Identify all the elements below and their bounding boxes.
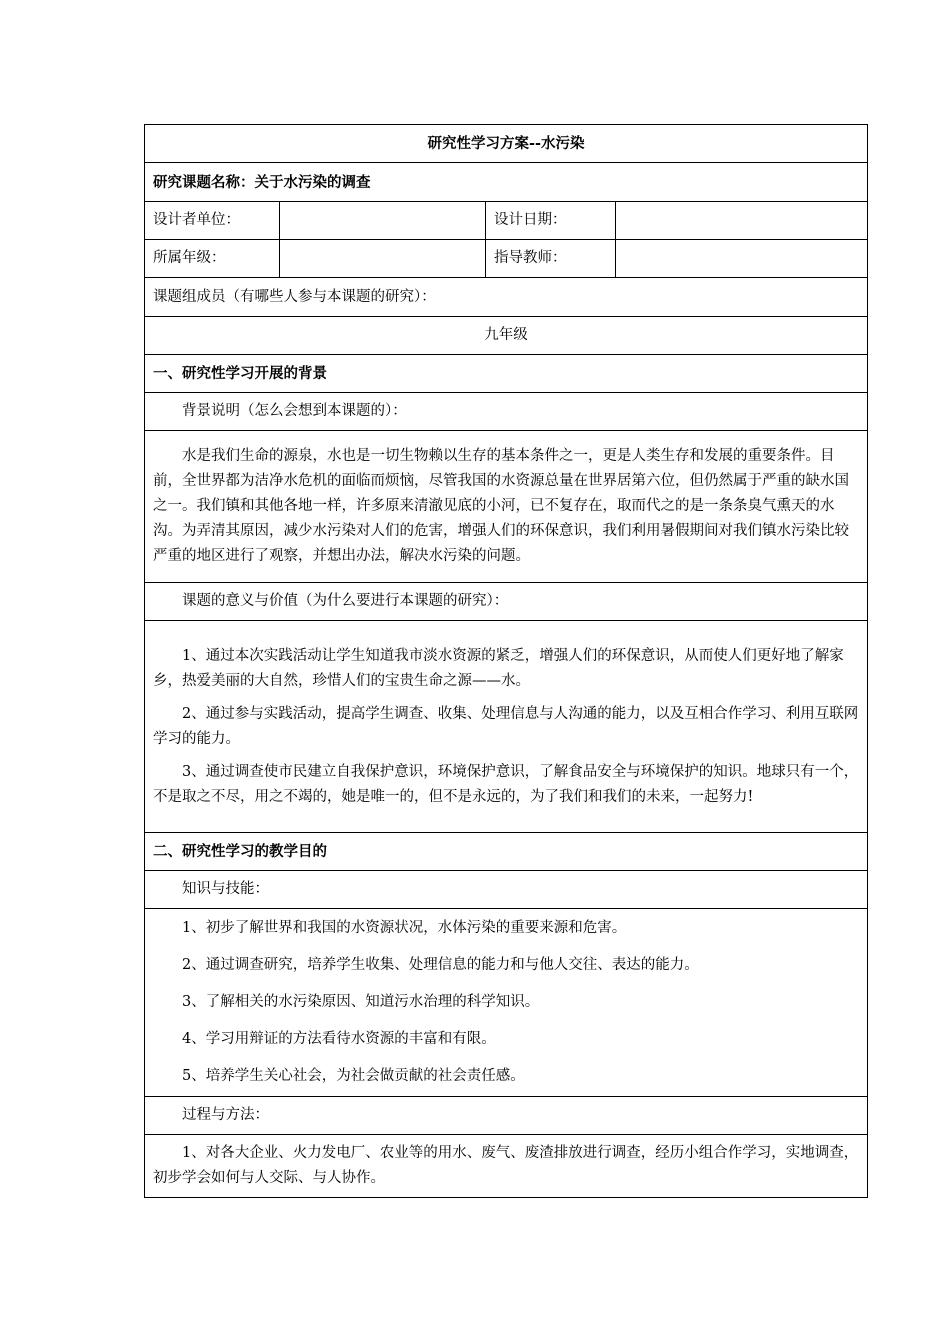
teacher-value [616, 240, 868, 278]
meaning-item: 2、通过参与实践活动，提高学生调查、收集、处理信息与人沟通的能力，以及互相合作学习、利用互联网学习的能力。 [153, 705, 859, 747]
section2-heading: 二、研究性学习的教学目的 [145, 833, 868, 871]
background-text-cell [145, 431, 868, 583]
meaning-item: 3、通过调查使市民建立自我保护意识，环境保护意识，了解食品安全与环境保护的知识。地球只有一个，不是取之不尽，用之不竭的，她是唯一的，但不是永远的，为了我们和我们的未来，一起努力! [153, 763, 859, 805]
grade-label: 所属年级： [145, 240, 280, 278]
knowledge-item: 1、初步了解世界和我国的水资源状况，水体污染的重要来源和危害。 [182, 920, 627, 936]
background-label: 背景说明（怎么会想到本课题的）： [145, 393, 868, 431]
design-date-label: 设计日期： [486, 202, 616, 240]
process-list [145, 1135, 868, 1198]
section1-heading: 一、研究性学习开展的背景 [145, 355, 868, 393]
meaning-item: 1、通过本次实践活动让学生知道我市淡水资源的紧乏，增强人们的环保意识，从而使人们更好地了解家乡，热爱美丽的大自然，珍惜人们的宝贵生命之源——水。 [153, 647, 844, 689]
background-text: 水是我们生命的源泉，水也是一切生物赖以生存的基本条件之一，更是人类生存和发展的重要条件。目前，全世界都为洁净水危机的面临而烦恼，尽管我国的水资源总量在世界居第六位，但仍然属于严重的缺水国之一。我们镇和其他各地一样，许多原来清澈见底的小河，已不复存在，取而代之的是一条条臭气熏天的水沟。为弄清其原因，减少水污染对人们的危害，增强人们的环保意识，我们利用暑假期间对我们镇水污染比较严重的地区进行了观察，并想出办法，解决水污染的问题。 [153, 448, 849, 564]
grade-value [280, 240, 486, 278]
knowledge-item: 3、了解相关的水污染原因、知道污水治理的科学知识。 [182, 994, 540, 1010]
knowledge-item: 2、通过调查研究，培养学生收集、处理信息的能力和与他人交往、表达的能力。 [182, 957, 699, 973]
teacher-label: 指导教师： [486, 240, 616, 278]
plan-table [144, 124, 868, 1198]
meaning-list [145, 621, 868, 833]
knowledge-item: 5、培养学生关心社会，为社会做贡献的社会责任感。 [182, 1068, 525, 1084]
designer-unit-value [280, 202, 486, 240]
process-item: 1、对各大企业、火力发电厂、农业等的用水、废气、废渣排放进行调查，经历小组合作学习，实地调查，初步学会如何与人交际、与人协作。 [153, 1145, 859, 1186]
topic-name: 研究课题名称：关于水污染的调查 [145, 163, 868, 202]
members-label: 课题组成员（有哪些人参与本课题的研究）： [145, 278, 868, 317]
meaning-label: 课题的意义与价值（为什么要进行本课题的研究）： [145, 583, 868, 621]
process-label: 过程与方法： [145, 1097, 868, 1135]
knowledge-label: 知识与技能： [145, 871, 868, 909]
document-title: 研究性学习方案--水污染 [145, 125, 868, 163]
members-value: 九年级 [145, 317, 868, 355]
design-date-value [616, 202, 868, 240]
knowledge-list [145, 909, 868, 1097]
designer-unit-label: 设计者单位： [145, 202, 280, 240]
knowledge-item: 4、学习用辩证的方法看待水资源的丰富和有限。 [182, 1031, 496, 1047]
